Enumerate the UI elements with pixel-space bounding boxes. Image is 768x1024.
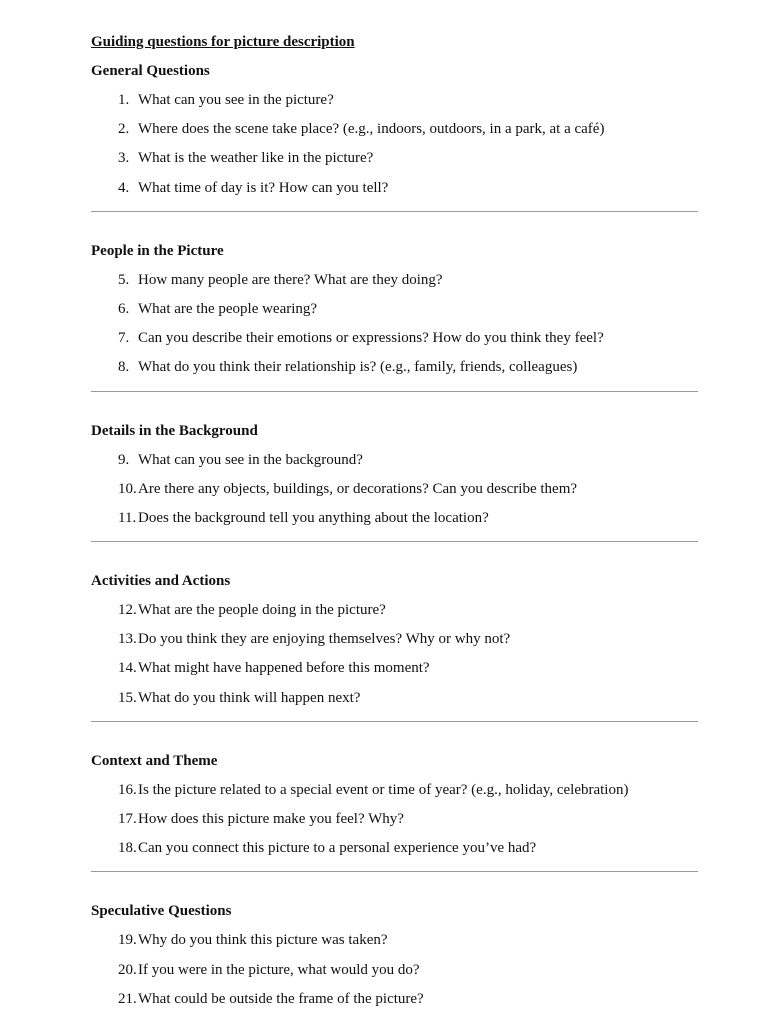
question-number-cell	[91, 117, 138, 146]
question-number-cell	[91, 958, 138, 987]
question-number: 13.	[118, 631, 137, 648]
section-divider	[91, 721, 698, 722]
section-heading: Speculative Questions	[91, 903, 232, 920]
question-item	[91, 778, 698, 807]
question-number-cell	[91, 326, 138, 355]
section-divider	[91, 541, 698, 542]
question-section	[91, 419, 698, 543]
question-item	[91, 928, 698, 957]
section-heading: Context and Theme	[91, 752, 218, 769]
question-text: If you were in the picture, what would you do?	[138, 961, 420, 978]
question-number: 14.	[118, 660, 137, 677]
question-item	[91, 506, 698, 535]
question-item	[91, 117, 698, 146]
question-number: 12.	[118, 602, 137, 619]
question-number: 21.	[118, 990, 137, 1007]
section-divider	[91, 391, 698, 392]
question-item	[91, 598, 698, 627]
question-number: 3.	[118, 150, 130, 167]
question-list	[91, 598, 698, 715]
question-item	[91, 987, 698, 1016]
question-text: How does this picture make you feel? Why?	[138, 811, 404, 827]
question-number: 11.	[118, 509, 137, 526]
question-number: 20.	[118, 961, 137, 978]
question-item	[91, 176, 698, 205]
section-heading: General Questions	[91, 63, 210, 79]
question-text: What could be outside the frame of the picture?	[138, 990, 424, 1007]
question-number-cell	[91, 268, 138, 297]
question-number-cell	[91, 355, 138, 384]
question-item	[91, 807, 698, 836]
question-item	[91, 326, 698, 355]
question-list	[91, 448, 698, 536]
document-title: Guiding questions for picture description	[91, 34, 355, 50]
section-divider	[91, 871, 698, 872]
question-section	[91, 569, 698, 722]
question-number-cell	[91, 686, 138, 715]
question-text: What is the weather like in the picture?	[138, 150, 374, 167]
question-number: 8.	[118, 359, 130, 376]
question-text: Is the picture related to a special event or time of year? (e.g., holiday, celebration)	[138, 781, 629, 798]
question-text: Why do you think this picture was taken?	[138, 932, 388, 949]
question-text: Can you describe their emotions or expressions? How do you think they feel?	[138, 330, 604, 347]
question-number: 19.	[118, 932, 137, 949]
question-item	[91, 448, 698, 477]
question-number-cell	[91, 778, 138, 807]
question-number-cell	[91, 297, 138, 326]
question-number-cell	[91, 146, 138, 175]
question-text: Do you think they are enjoying themselves? Why or why not?	[138, 631, 511, 648]
question-list	[91, 778, 698, 866]
question-item	[91, 146, 698, 175]
document-page	[91, 30, 698, 1016]
question-item	[91, 958, 698, 987]
question-number-cell	[91, 627, 138, 656]
question-number: 9.	[118, 451, 130, 468]
question-text: Can you connect this picture to a personal experience you’ve had?	[138, 840, 537, 857]
question-number: 18.	[118, 840, 137, 857]
question-number: 15.	[118, 689, 137, 706]
question-list	[91, 88, 698, 205]
question-number-cell	[91, 176, 138, 205]
question-text: Are there any objects, buildings, or decorations? Can you describe them?	[138, 480, 578, 497]
question-text: What are the people wearing?	[138, 300, 318, 317]
question-item	[91, 268, 698, 297]
question-item	[91, 477, 698, 506]
question-number-cell	[91, 477, 138, 506]
question-text: Where does the scene take place? (e.g., indoors, outdoors, in a park, at a café)	[138, 121, 605, 138]
section-heading: Activities and Actions	[91, 573, 231, 590]
section-divider	[91, 211, 698, 212]
question-text: What can you see in the picture?	[138, 92, 334, 108]
question-item	[91, 297, 698, 326]
question-section	[91, 239, 698, 392]
question-number: 5.	[118, 271, 130, 288]
question-item	[91, 355, 698, 384]
section-heading: Details in the Background	[91, 422, 258, 439]
question-number-cell	[91, 448, 138, 477]
question-sections	[91, 59, 698, 1016]
question-item	[91, 686, 698, 715]
question-item	[91, 88, 698, 117]
question-text: What might have happened before this moment?	[138, 660, 430, 677]
question-number-cell	[91, 987, 138, 1016]
question-number-cell	[91, 88, 138, 117]
question-number-cell	[91, 836, 138, 865]
question-text: What can you see in the background?	[138, 451, 363, 468]
question-number: 2.	[118, 121, 130, 138]
question-number: 16.	[118, 781, 137, 798]
question-text: What do you think will happen next?	[138, 689, 361, 706]
question-number: 17.	[118, 811, 137, 827]
question-number-cell	[91, 928, 138, 957]
question-section	[91, 59, 698, 212]
question-text: Does the background tell you anything about the location?	[138, 509, 489, 526]
question-list	[91, 928, 698, 1016]
question-text: What are the people doing in the picture?	[138, 602, 386, 619]
question-number: 1.	[118, 92, 130, 108]
question-number: 7.	[118, 330, 130, 347]
question-item	[91, 836, 698, 865]
question-section	[91, 899, 698, 1016]
question-item	[91, 627, 698, 656]
question-list	[91, 268, 698, 385]
question-section	[91, 749, 698, 873]
question-number-cell	[91, 598, 138, 627]
question-text: How many people are there? What are they doing?	[138, 271, 443, 288]
question-text: What do you think their relationship is? (e.g., family, friends, colleagues)	[138, 359, 578, 376]
question-text: What time of day is it? How can you tell?	[138, 179, 389, 196]
question-number: 10.	[118, 480, 137, 497]
question-number: 4.	[118, 179, 130, 196]
question-number: 6.	[118, 300, 130, 317]
question-number-cell	[91, 506, 138, 535]
section-heading: People in the Picture	[91, 242, 224, 259]
question-item	[91, 656, 698, 685]
question-number-cell	[91, 656, 138, 685]
question-number-cell	[91, 807, 138, 836]
